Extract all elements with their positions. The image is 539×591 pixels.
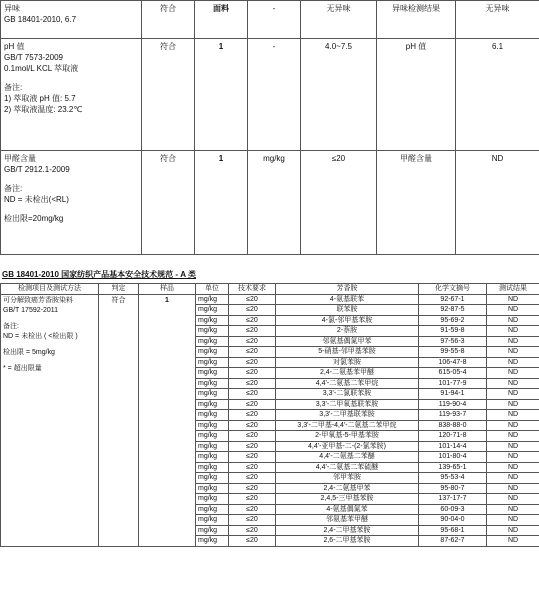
test-result-cell: ND [487,399,539,410]
azo-test-item-cell [1,294,99,546]
requirement-cell: 无异味 [301,1,377,39]
requirement-cell: ≤20 [229,294,276,305]
test-result-cell: ND [487,347,539,358]
azo-test-item-line: GB/T 17592-2011 [3,306,59,314]
test-result-cell: ND [487,357,539,368]
requirement-cell: ≤20 [229,483,276,494]
unit-cell: mg/kg [196,357,229,368]
requirement-cell: ≤20 [229,494,276,505]
aromatic-amine-cell: 4,4'-亚甲基-二-(2-氯苯胺) [276,441,419,452]
test-result-cell: ND [487,326,539,337]
test-item-line: 检出限=20mg/kg [4,214,64,223]
aromatic-amine-cell: 5-硝基-邻甲基苯胺 [276,347,419,358]
requirement-cell: ≤20 [229,515,276,526]
requirement-cell: ≤20 [229,336,276,347]
cas-number-cell: 119-90-4 [419,399,487,410]
azo-test-item-line: 备注: [3,322,19,330]
aromatic-amine-cell: 4-氨基偶氮苯 [276,504,419,515]
requirement-cell: ≤20 [229,326,276,337]
result-cell: 6.1 [456,39,539,151]
unit-cell: mg/kg [196,525,229,536]
requirement-cell: ≤20 [229,462,276,473]
aromatic-amine-cell: 2,6-二甲基苯胺 [276,536,419,547]
header-aromatic-amine: 芳香胺 [276,284,419,295]
header-test-item: 检测项目及测试方法 [1,284,99,295]
unit-cell: mg/kg [196,368,229,379]
unit-cell: mg/kg [196,494,229,505]
header-test-result: 测试结果 [487,284,539,295]
requirement-cell: ≤20 [229,536,276,547]
test-result-cell: ND [487,473,539,484]
requirement-cell: ≤20 [229,431,276,442]
cas-number-cell: 120-71-8 [419,431,487,442]
unit-cell: mg/kg [196,536,229,547]
method-cell: pH 值 [377,39,456,151]
method-cell: 甲醛含量 [377,151,456,255]
aromatic-amine-cell: 3,3'-二甲基联苯胺 [276,410,419,421]
test-result-cell: ND [487,410,539,421]
aromatic-amine-cell: 对氯苯胺 [276,357,419,368]
test-result-cell: ND [487,515,539,526]
aromatic-amine-cell: 2,4,5-三甲基苯胺 [276,494,419,505]
result-row [1,1,539,39]
unit-cell: mg/kg [196,462,229,473]
test-item-line: pH 值 [4,42,25,51]
aromatic-amine-cell: 3,3'-二甲氧基联苯胺 [276,399,419,410]
verdict-cell: 符合 [142,151,195,255]
unit-cell: mg/kg [196,389,229,400]
results-table [0,0,539,255]
requirement-cell: ≤20 [229,452,276,463]
unit-cell: mg/kg [196,515,229,526]
aromatic-amine-cell: 4,4'-二氨基二苯甲烷 [276,378,419,389]
test-result-cell: ND [487,504,539,515]
requirement-cell: ≤20 [229,368,276,379]
aromatic-amine-cell: 2,4-二氨基苯甲醚 [276,368,419,379]
result-row [1,151,539,255]
cas-number-cell: 97-56-3 [419,336,487,347]
requirement-cell: ≤20 [229,504,276,515]
header-cas-number: 化学文摘号 [419,284,487,295]
aromatic-amine-cell: 4-氯-邻甲基苯胺 [276,315,419,326]
requirement-cell: ≤20 [229,389,276,400]
unit-cell: mg/kg [196,315,229,326]
test-item-line: 0.1mol/L KCL 萃取液 [4,64,79,73]
requirement-cell: 4.0~7.5 [301,39,377,151]
unit-cell: mg/kg [196,326,229,337]
requirement-cell: ≤20 [229,420,276,431]
unit-cell: - [248,39,301,151]
test-item-line: 1) 萃取液 pH 值: 5.7 [4,94,76,103]
test-result-cell: ND [487,305,539,316]
requirement-cell: ≤20 [229,410,276,421]
cas-number-cell: 101-14-4 [419,441,487,452]
header-verdict: 判定 [99,284,139,295]
sample-cell: 1 [195,39,248,151]
verdict-cell: 符合 [142,1,195,39]
test-result-cell: ND [487,452,539,463]
cas-number-cell: 101-77-9 [419,378,487,389]
test-result-cell: ND [487,462,539,473]
cas-number-cell: 95-53-4 [419,473,487,484]
unit-cell: mg/kg [248,151,301,255]
unit-cell: mg/kg [196,473,229,484]
unit-cell: mg/kg [196,420,229,431]
requirement-cell: ≤20 [229,357,276,368]
aromatic-amine-cell: 联苯胺 [276,305,419,316]
test-item-line [4,205,138,213]
aromatic-amine-cell: 2,4-二甲基苯胺 [276,525,419,536]
unit-cell: mg/kg [196,410,229,421]
cas-number-cell: 95-80-7 [419,483,487,494]
cas-number-cell: 90-04-0 [419,515,487,526]
azo-test-item-line: 可分解致癌芳香胺染料 [3,296,73,304]
amine-row [1,294,539,305]
header-unit: 单位 [196,284,229,295]
cas-number-cell: 87-62-7 [419,536,487,547]
aromatic-amine-cell: 4-氨基联苯 [276,294,419,305]
test-result-cell: ND [487,536,539,547]
aromatic-amine-cell: 邻氨基偶氮甲苯 [276,336,419,347]
test-item-line: GB/T 7573-2009 [4,53,64,62]
test-item-cell [1,1,142,39]
method-cell: 异味检测结果 [377,1,456,39]
test-item-cell [1,39,142,151]
test-item-line [4,175,138,183]
requirement-cell: ≤20 [229,525,276,536]
cas-number-cell: 91-59-8 [419,326,487,337]
azo-test-item-line: * = 超出限量 [3,364,42,372]
test-item-line: 2) 萃取液温度: 23.2℃ [4,105,83,114]
sample-cell: 面料 [195,1,248,39]
test-result-cell: ND [487,389,539,400]
aromatic-amine-cell: 邻甲苯胺 [276,473,419,484]
cas-number-cell: 92-87-5 [419,305,487,316]
cas-number-cell: 106-47-8 [419,357,487,368]
test-result-cell: ND [487,420,539,431]
requirement-cell: ≤20 [229,473,276,484]
cas-number-cell: 838-88-0 [419,420,487,431]
requirement-cell: ≤20 [229,378,276,389]
requirement-cell: ≤20 [229,315,276,326]
requirement-cell: ≤20 [301,151,377,255]
header-requirement: 技术要求 [229,284,276,295]
requirement-cell: ≤20 [229,347,276,358]
azo-test-item-line: ND = 未检出 ( <检出限 ) [3,332,78,340]
unit-cell: mg/kg [196,399,229,410]
test-result-cell: ND [487,431,539,442]
cas-number-cell: 92-67-1 [419,294,487,305]
requirement-cell: ≤20 [229,441,276,452]
aromatic-amine-cell: 3,3'-二氯联苯胺 [276,389,419,400]
unit-cell: mg/kg [196,452,229,463]
result-cell: ND [456,151,539,255]
test-item-line: 甲醛含量 [4,154,36,163]
verdict-cell: 符合 [142,39,195,151]
test-item-line: GB 18401-2010, 6.7 [4,15,77,24]
cas-number-cell: 137-17-7 [419,494,487,505]
aromatic-amine-cell: 邻氨基苯甲醚 [276,515,419,526]
azo-header-row [1,284,539,295]
test-item-line: 备注: [4,83,23,92]
unit-cell: mg/kg [196,441,229,452]
header-sample: 样品 [139,284,196,295]
result-cell: 无异味 [456,1,539,39]
test-result-cell: ND [487,483,539,494]
cas-number-cell: 119-93-7 [419,410,487,421]
cas-number-cell: 99-55-8 [419,347,487,358]
test-result-cell: ND [487,494,539,505]
aromatic-amine-cell: 2-萘胺 [276,326,419,337]
aromatic-amine-cell: 2,4-二氨基甲苯 [276,483,419,494]
test-item-line: ND = 未检出(<RL) [4,195,69,204]
unit-cell: mg/kg [196,347,229,358]
test-result-cell: ND [487,315,539,326]
unit-cell: mg/kg [196,336,229,347]
requirement-cell: ≤20 [229,399,276,410]
section-title: GB 18401-2010 国家纺织产品基本安全技术规范 - A 类 [2,270,196,279]
test-item-line: 备注: [4,184,23,193]
cas-number-cell: 60-09-3 [419,504,487,515]
requirement-cell: ≤20 [229,305,276,316]
results-table-body [1,1,539,255]
unit-cell: mg/kg [196,294,229,305]
test-result-cell: ND [487,294,539,305]
azo-verdict-cell: 符合 [99,294,139,546]
cas-number-cell: 139-65-1 [419,462,487,473]
result-row [1,39,539,151]
aromatic-amine-cell: 3,3'-二甲基-4,4'-二氨基二苯甲烷 [276,420,419,431]
unit-cell: mg/kg [196,431,229,442]
azo-amines-table [0,283,539,547]
aromatic-amine-cell: 4,4'-二氨基二苯醚 [276,452,419,463]
aromatic-amine-cell: 2-甲氧基-5-甲基苯胺 [276,431,419,442]
sample-cell: 1 [195,151,248,255]
cas-number-cell: 91-94-1 [419,389,487,400]
test-result-cell: ND [487,368,539,379]
test-result-cell: ND [487,441,539,452]
unit-cell: mg/kg [196,483,229,494]
unit-cell: mg/kg [196,305,229,316]
test-result-cell: ND [487,525,539,536]
azo-sample-cell: 1 [139,294,196,546]
unit-cell: mg/kg [196,378,229,389]
unit-cell: - [248,1,301,39]
unit-cell: mg/kg [196,504,229,515]
cas-number-cell: 95-69-2 [419,315,487,326]
azo-table-body [1,294,539,546]
cas-number-cell: 615-05-4 [419,368,487,379]
test-result-cell: ND [487,336,539,347]
azo-test-item-line: 检出限 = 5mg/kg [3,348,55,356]
cas-number-cell: 95-68-1 [419,525,487,536]
test-item-cell [1,151,142,255]
cas-number-cell: 101-80-4 [419,452,487,463]
test-item-line: GB/T 2912.1-2009 [4,165,70,174]
test-item-line [4,74,138,82]
test-result-cell: ND [487,378,539,389]
test-item-line: 异味 [4,4,20,13]
aromatic-amine-cell: 4,4'-二氨基二苯硫醚 [276,462,419,473]
